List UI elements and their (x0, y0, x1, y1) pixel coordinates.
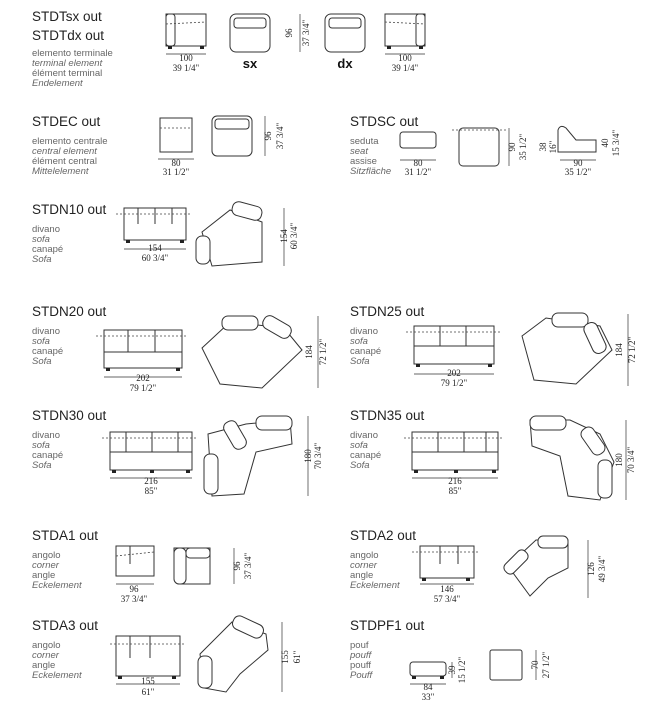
dim-stdn25-din: 72 1/2" (627, 336, 637, 364)
dim-stda2-w: 146 (440, 584, 454, 594)
dim-stdn10-d: 154 (279, 229, 289, 243)
label-de: Eckelement (32, 580, 82, 591)
dim-stda1-w: 96 (129, 584, 139, 594)
section-stdn10 (32, 200, 299, 266)
dim-stda1-win: 37 3/4" (120, 594, 148, 604)
drawing-stdn20-front (96, 330, 188, 371)
label-en: central element (32, 146, 97, 157)
label-fr: élément central (32, 156, 97, 167)
drawing-stdtsx-plan (230, 14, 270, 71)
label-fr: assise (350, 156, 377, 167)
section-stda2 (350, 528, 607, 604)
dim-stdtdx-w: 100 (398, 53, 412, 63)
label-en: sofa (32, 234, 50, 245)
dim-stdn35-w: 216 (448, 476, 462, 486)
label-de: Sofa (350, 460, 370, 471)
label-de: Sofa (32, 356, 52, 367)
label-en: corner (32, 560, 59, 571)
label-it: elemento centrale (32, 136, 108, 147)
label-fr: pouff (350, 660, 371, 671)
code-stdsc: STDSC out (350, 114, 419, 129)
dim-stdsc-h2in: 15 3/4" (611, 129, 621, 157)
drawing-stdec-front (160, 118, 192, 152)
label-it: elemento terminale (32, 48, 113, 59)
drawing-stdsc-front (400, 132, 436, 148)
dim-stda2-din: 49 3/4" (597, 555, 607, 583)
drawing-stda1-front (116, 546, 154, 576)
label-fr: angle (350, 570, 374, 581)
drawing-stdn30-plan (208, 420, 292, 496)
dim-stdec-w: 80 (171, 158, 181, 168)
dim-stdn20-d: 184 (304, 345, 314, 359)
dim-stdn30-win: 85" (144, 486, 158, 496)
section-stda1 (32, 528, 253, 604)
label-it: divano (350, 326, 378, 337)
dim-stda2-d: 126 (586, 562, 596, 576)
dim-stdn25-win: 79 1/2" (440, 378, 468, 388)
drawing-stdn25-front (406, 326, 500, 367)
label-it: divano (350, 430, 378, 441)
label-it: angolo (350, 550, 379, 561)
section-stdn30 (32, 408, 323, 496)
label-de: Sitzfläche (350, 166, 392, 177)
dim-stdpf1-h: 39 (447, 665, 457, 675)
code-stdn20: STDN20 out (32, 304, 107, 319)
drawing-stdsc-side (558, 126, 596, 152)
dim-stda3-d: 155 (280, 650, 290, 664)
dim-stdn30-din: 70 3/4" (313, 442, 323, 470)
label-sx: sx (242, 56, 258, 71)
label-de: Eckelement (32, 670, 82, 681)
section-stdec (32, 114, 285, 177)
dim-stdpf1-w: 84 (423, 682, 433, 692)
dim-stdn30-w: 216 (144, 476, 158, 486)
label-it: angolo (32, 550, 61, 561)
dim-stdsc-w: 80 (413, 158, 423, 168)
dim-stdsc-d: 90 (507, 142, 517, 152)
dim-stda3-din: 61" (292, 650, 302, 664)
label-de: Eckelement (350, 580, 400, 591)
label-de: Sofa (350, 356, 370, 367)
label-fr: canapé (350, 346, 382, 357)
dim-stdn35-d: 180 (614, 453, 624, 467)
label-dx: dx (337, 56, 353, 71)
label-de: Mittelelement (32, 166, 89, 177)
dim-stda3-win: 61" (141, 687, 155, 697)
dim-stdn20-w: 202 (136, 373, 150, 383)
dim-stdec-din: 37 3/4" (275, 122, 285, 150)
dim-stda3-w: 155 (141, 676, 155, 686)
dim-stdn35-din: 70 3/4" (626, 446, 636, 474)
code-stdtdx: STDTdx out (32, 28, 105, 43)
label-fr: canapé (350, 450, 382, 461)
dim-stdpf1-din: 27 1/2" (541, 651, 551, 679)
label-en: seat (350, 146, 368, 157)
dim-stdtdx-win: 39 1/4" (391, 63, 419, 73)
section-stdn25 (350, 304, 637, 388)
label-en: sofa (32, 336, 50, 347)
section-stda3 (32, 614, 302, 697)
drawing-stdpf1-plan (490, 650, 522, 680)
label-en: sofa (350, 440, 368, 451)
code-stda3: STDA3 out (32, 618, 99, 633)
label-de: Sofa (32, 254, 52, 265)
section-stdt (32, 9, 425, 89)
dim-stdt-din: 37 3/4" (301, 19, 311, 47)
section-stdsc (350, 114, 621, 177)
label-en: pouff (350, 650, 372, 661)
code-stda2: STDA2 out (350, 528, 417, 543)
drawing-stdn30-front (102, 432, 198, 473)
section-stdn35 (350, 408, 636, 500)
code-stdn10: STDN10 out (32, 202, 107, 217)
dim-stdt-d: 96 (284, 28, 294, 38)
code-stdtsx: STDTsx out (32, 9, 102, 24)
dim-stdpf1-win: 33" (421, 692, 435, 702)
dim-stdsc-w2: 90 (573, 158, 583, 168)
section-stdpf1 (349, 618, 551, 702)
label-it: angolo (32, 640, 61, 651)
dim-stdsc-w2in: 35 1/2" (564, 167, 592, 177)
drawing-stdtdx-front (385, 14, 425, 73)
code-stda1: STDA1 out (32, 528, 99, 543)
dim-stdn10-w: 154 (148, 243, 162, 253)
label-fr: angle (32, 660, 56, 671)
label-de: Endelement (32, 78, 83, 89)
drawing-stdtsx-front (166, 14, 206, 73)
section-stdn20 (32, 304, 328, 393)
dim-stdsc-h2: 40 (600, 138, 610, 148)
dim-stdn10-din: 60 3/4" (289, 222, 299, 250)
dim-stdsc-hin: 16" (548, 140, 558, 154)
dim-stdn25-w: 202 (447, 368, 461, 378)
label-it: seduta (350, 136, 379, 147)
dim-stda1-din: 37 3/4" (243, 552, 253, 580)
label-en: sofa (32, 440, 50, 451)
label-fr: canapé (32, 450, 64, 461)
drawing-stdn35-front (404, 432, 504, 473)
dim-stdec-d: 96 (263, 131, 273, 141)
dim-stdsc-h: 38 (538, 142, 548, 152)
dim-stdn35-win: 85" (448, 486, 462, 496)
dim-stdn25-d: 184 (614, 343, 624, 357)
drawing-stdn10-front (116, 208, 192, 243)
label-fr: élément terminal (32, 68, 103, 79)
label-it: divano (32, 326, 60, 337)
dim-stdpf1-d: 70 (530, 660, 540, 670)
dim-stdn20-win: 79 1/2" (129, 383, 157, 393)
drawing-stdsc-plan (459, 128, 499, 166)
drawing-stda3-front (116, 636, 180, 676)
dim-stdpf1-hin: 15 1/2" (457, 656, 467, 684)
label-en: sofa (350, 336, 368, 347)
dim-stdn20-din: 72 1/2" (318, 338, 328, 366)
label-fr: canapé (32, 244, 64, 255)
label-it: pouf (350, 640, 369, 651)
dim-stdn10-win: 60 3/4" (141, 253, 169, 263)
drawing-stda2-front (420, 546, 474, 578)
label-fr: angle (32, 570, 56, 581)
dim-stdtsx-win: 39 1/4" (172, 63, 200, 73)
label-it: divano (32, 224, 60, 235)
dim-stdsc-win: 31 1/2" (404, 167, 432, 177)
label-en: corner (32, 650, 59, 661)
label-de: Sofa (32, 460, 52, 471)
code-stdn30: STDN30 out (32, 408, 107, 423)
drawing-stdtdx-plan (325, 14, 365, 71)
code-stdec: STDEC out (32, 114, 101, 129)
code-stdn35: STDN35 out (350, 408, 425, 423)
code-stdpf1: STDPF1 out (350, 618, 425, 633)
dim-stdn30-d: 180 (303, 449, 313, 463)
drawing-stdpf1-front (410, 662, 446, 676)
label-en: corner (350, 560, 377, 571)
label-de: Pouff (350, 670, 373, 681)
dim-stda2-win: 57 3/4" (433, 594, 461, 604)
dim-stdsc-din: 35 1/2" (518, 133, 528, 161)
label-it: divano (32, 430, 60, 441)
code-stdn25: STDN25 out (350, 304, 425, 319)
label-en: terminal element (32, 58, 103, 69)
dim-stdec-win: 31 1/2" (162, 167, 190, 177)
dim-stdtsx-w: 100 (179, 53, 193, 63)
label-fr: canapé (32, 346, 64, 357)
dim-stda1-d: 96 (232, 561, 242, 571)
